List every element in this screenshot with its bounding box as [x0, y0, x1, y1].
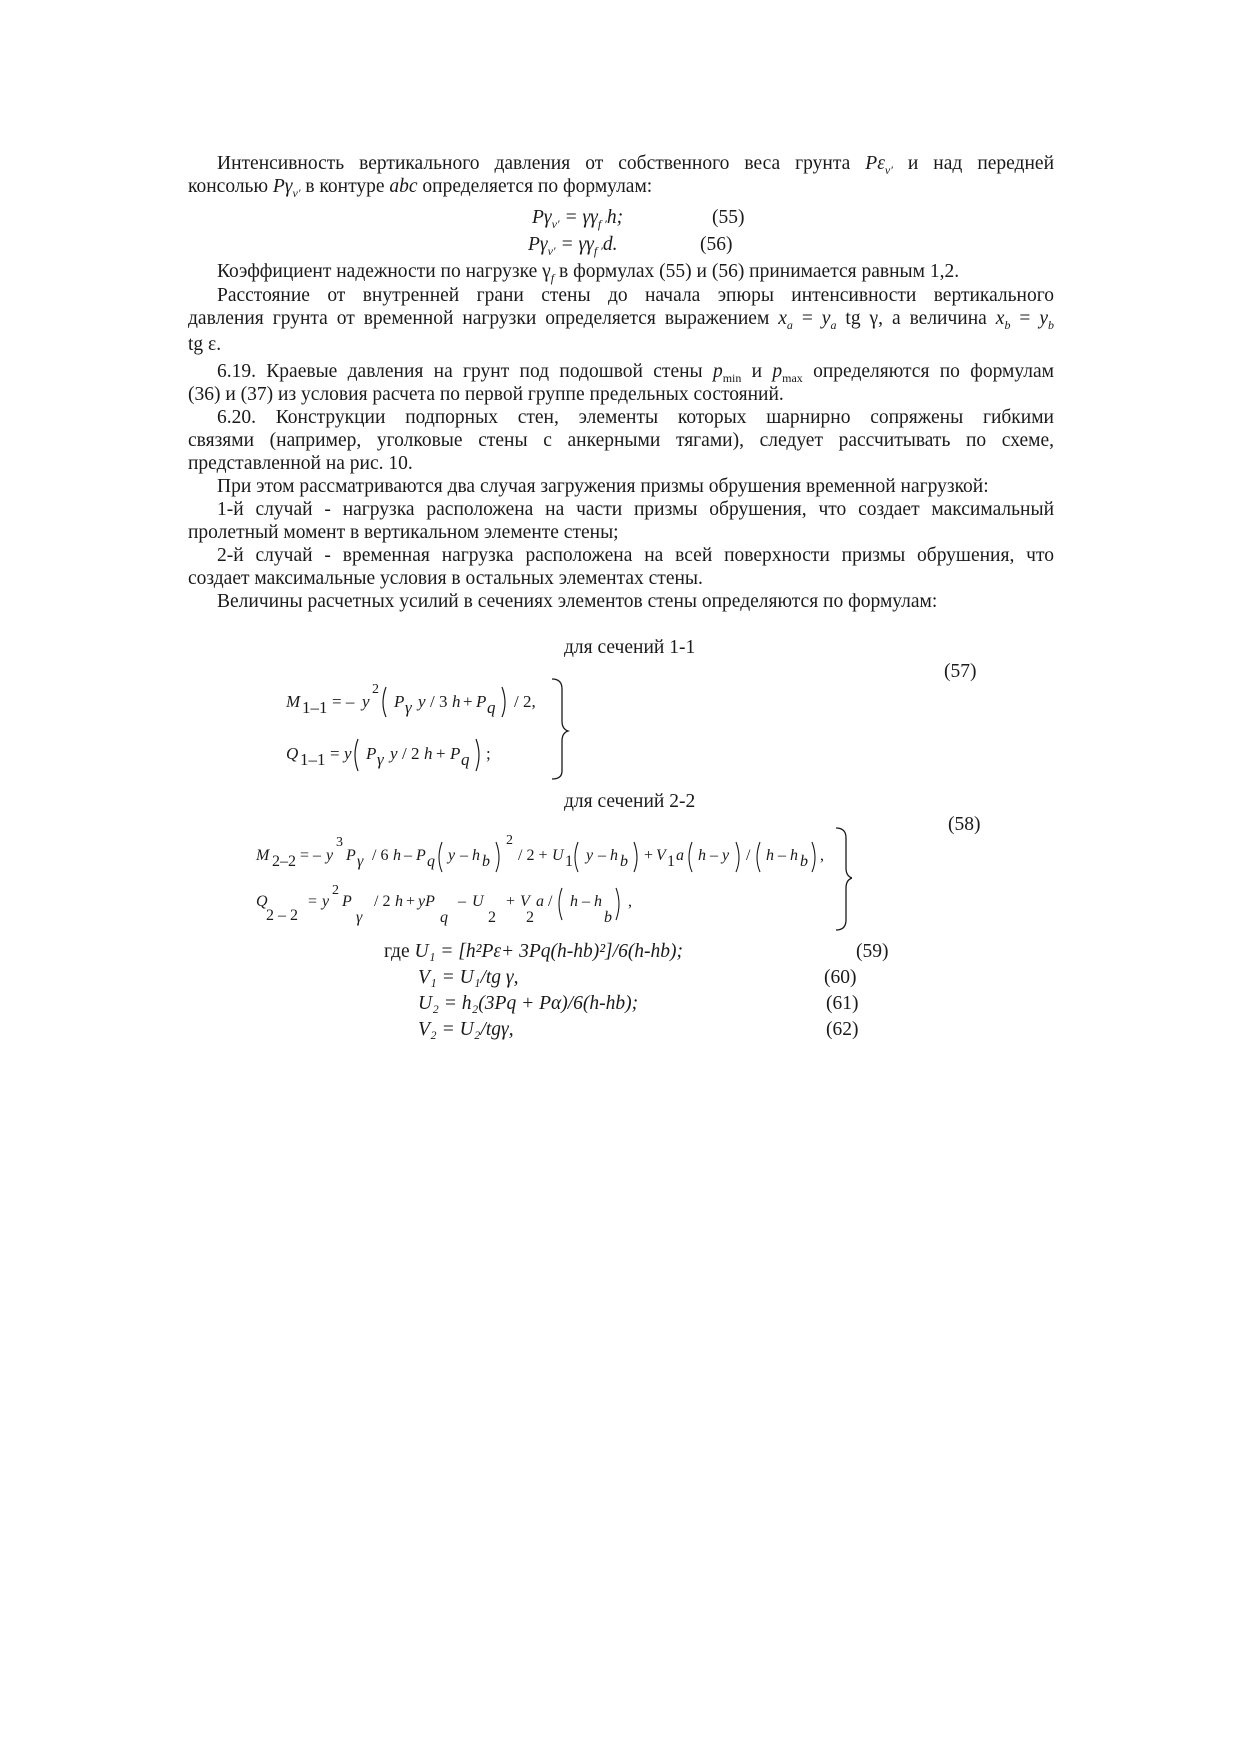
- text: Коэффициент надежности по нагрузке γ: [217, 261, 551, 282]
- section-1-1-label: для сечений 1-1: [564, 637, 696, 658]
- m22-eq: = –: [300, 847, 322, 864]
- q11-eq: =: [330, 744, 340, 763]
- m22-end: ,: [820, 847, 824, 864]
- formula-55-number: (55): [712, 207, 745, 228]
- subscript: f ′: [597, 216, 607, 231]
- m22-minus2: –: [460, 847, 468, 864]
- text: При этом рассматриваются два случая загружения призмы обрушения временной нагрузкой:: [217, 476, 989, 497]
- formula-56: [528, 233, 617, 256]
- m11-gamma: γ: [405, 698, 412, 717]
- m11-y: y: [362, 692, 370, 711]
- formula-57-number: (57): [944, 661, 977, 682]
- m22-p: P: [346, 847, 356, 864]
- line: создает максимальные условия в остальных элементах стены.: [188, 568, 703, 589]
- q11-gamma: γ: [377, 750, 384, 769]
- paren-right: [736, 842, 739, 872]
- symbol: Pγ: [532, 207, 552, 228]
- m11-p: P: [394, 692, 405, 711]
- m22-pq: P: [416, 847, 426, 864]
- q11-plus: +: [436, 744, 446, 763]
- subscript: a: [830, 317, 837, 332]
- q11-sub: 1–1: [300, 750, 326, 769]
- m11-text: M: [286, 692, 301, 711]
- text: определяются по формулам: [813, 361, 1054, 382]
- m11-sup: 2: [372, 682, 379, 697]
- subscript: v′: [551, 216, 560, 231]
- q22-a: a: [536, 893, 544, 910]
- formula-56-number: (56): [700, 234, 733, 255]
- text: Величины расчетных усилий в сечениях элементов стены определяются по формулам:: [217, 591, 938, 612]
- line: (36) и (37) из условия расчета по первой группе предельных состояний.: [188, 384, 784, 405]
- text: в формулах (55) и (56) принимается равным 1,2.: [558, 261, 960, 282]
- m11-div: / 3: [430, 692, 448, 711]
- line: [188, 475, 1054, 498]
- subscript: v′: [547, 243, 556, 258]
- m22-y3: y: [586, 847, 594, 864]
- subscript: max: [782, 370, 803, 385]
- m22-h5: h: [766, 847, 774, 864]
- q11-h: h: [424, 744, 433, 763]
- q22-h: h: [395, 893, 403, 910]
- q22-h2: h: [570, 893, 578, 910]
- subscript: f ′: [593, 243, 603, 258]
- formula-58-graphic: [252, 826, 852, 934]
- paren-right: [616, 888, 619, 920]
- line: [188, 590, 1054, 613]
- m22-sup: 3: [336, 835, 343, 850]
- text: =: [792, 308, 822, 329]
- m22-v1: 1: [667, 853, 675, 870]
- m22-q: q: [427, 853, 435, 870]
- q22-div2: /: [548, 893, 553, 910]
- text: 1-й случай - нагрузка расположена на части призмы обрушения, что создает максимальный: [217, 499, 1054, 520]
- symbol: p: [772, 361, 783, 382]
- symbol: y: [1039, 308, 1048, 329]
- line: [188, 152, 1054, 175]
- m22-minus3: –: [598, 847, 606, 864]
- m11-pq: P: [476, 692, 487, 711]
- m22-y: y: [326, 847, 334, 864]
- formula-57-graphic: [280, 675, 570, 785]
- q22-end: ,: [628, 893, 632, 910]
- m22-h3: h: [610, 847, 618, 864]
- m11-h: h: [452, 692, 461, 711]
- q22-p: P: [342, 893, 352, 910]
- paren-right: [476, 739, 479, 771]
- symbol: Pε: [865, 153, 885, 174]
- symbol: d.: [602, 234, 618, 255]
- paren-right: [496, 842, 499, 872]
- m22-h4: h: [698, 847, 706, 864]
- text: Расстояние от внутренней грани стены до начала эпюры интенсивности вертикального: [217, 285, 1054, 306]
- q22-eq: =: [308, 893, 318, 910]
- m11-sub: 1–1: [302, 698, 328, 717]
- m22-sup2: 2: [506, 833, 513, 848]
- paren-left: [757, 842, 760, 872]
- paragraph-constructions: [188, 406, 1054, 475]
- q11-div: / 2: [402, 744, 420, 763]
- m22-u1: 1: [565, 853, 573, 870]
- m11-q: q: [487, 698, 496, 717]
- line: [188, 498, 1054, 521]
- q22-u: U: [472, 893, 484, 910]
- q22-sub: 2 – 2: [266, 907, 298, 924]
- paragraph-distance: [188, 284, 1054, 356]
- m22-hb: h: [472, 847, 480, 864]
- q11-end: ;: [486, 744, 491, 763]
- q22-sup: 2: [332, 883, 339, 898]
- text: давления грунта от временной нагрузки определяется выражением: [188, 308, 770, 329]
- formula-55: [532, 206, 623, 229]
- text: Интенсивность вертикального давления от собственного веса грунта: [217, 153, 851, 174]
- m22-minus5: –: [778, 847, 786, 864]
- q22-minus2: –: [582, 893, 590, 910]
- subscript: b: [1048, 317, 1054, 332]
- curly-brace: [836, 828, 852, 930]
- subscript: min: [722, 370, 742, 385]
- formula-text: V₂ = U₂/tgγ,: [418, 1019, 514, 1040]
- formula-62-number: (62): [826, 1019, 859, 1040]
- paragraph-reliability: [188, 260, 1054, 283]
- m22-a: a: [676, 847, 684, 864]
- subscript: f: [550, 270, 555, 285]
- q22-b: b: [604, 909, 612, 926]
- subscript: a: [786, 317, 793, 332]
- m22-plus: +: [644, 847, 654, 864]
- q22-q: q: [440, 909, 448, 926]
- line: связями (например, уголковые стены с анкерными тягами), следует рассчитывать по схеме,: [188, 430, 1054, 451]
- q11-yh: y: [390, 744, 398, 763]
- symbol: p: [712, 361, 723, 382]
- formula-60-number: (60): [824, 967, 857, 988]
- text: где: [384, 941, 410, 962]
- symbol: h;: [606, 207, 624, 228]
- text: 6.19. Краевые давления на грунт под подошвой стены: [217, 361, 703, 382]
- paragraph-case-2: [188, 544, 1054, 590]
- subscript: v′: [292, 185, 301, 200]
- m22-div3: /: [746, 847, 751, 864]
- q22-u2: 2: [488, 909, 496, 926]
- q22-plus: +: [406, 893, 416, 910]
- symbol: y: [821, 308, 831, 329]
- q22-v: V: [520, 893, 530, 910]
- q11-p: P: [366, 744, 377, 763]
- line: [188, 544, 1054, 567]
- formula-text: V₁ = U₁/tg γ,: [418, 967, 519, 988]
- m22-minus4: –: [710, 847, 718, 864]
- paren-right: [502, 687, 505, 717]
- symbol: Pγ: [272, 176, 293, 197]
- m22-b: b: [482, 853, 490, 870]
- m22-h6: h: [790, 847, 798, 864]
- line: [188, 284, 1054, 307]
- line: [188, 406, 1054, 429]
- paren-left: [355, 739, 358, 771]
- formula-58-number: (58): [948, 814, 981, 835]
- line: [188, 360, 1054, 383]
- formula-60: [418, 966, 518, 989]
- paragraph-edge-pressure: [188, 360, 1054, 406]
- q22-y: y: [322, 893, 330, 910]
- m22-div: / 6: [372, 847, 389, 864]
- curly-brace: [552, 679, 568, 779]
- paren-left: [575, 842, 578, 872]
- symbol: x: [778, 308, 787, 329]
- text: и: [751, 361, 763, 382]
- paren-left: [689, 842, 692, 872]
- paragraph-forces: [188, 590, 1054, 613]
- q22-div: / 2: [374, 893, 391, 910]
- text: tg γ, а величина: [836, 308, 996, 329]
- q22-minus: –: [458, 893, 466, 910]
- text: 2-й случай - временная нагрузка расположена на всей поверхности призмы обрушения, что: [217, 545, 1054, 566]
- paren-right: [812, 842, 815, 872]
- m22-yy: y: [448, 847, 456, 864]
- q22-text: Q: [256, 893, 268, 910]
- m22-h: h: [393, 847, 401, 864]
- q11-pq: P: [450, 744, 461, 763]
- q22-gamma: γ: [356, 909, 363, 926]
- q11-y: y: [344, 744, 352, 763]
- formula-text: U₂ = h₂(3Pq + Pα)/6(h-hb);: [418, 993, 639, 1014]
- symbol: = γγ: [559, 207, 598, 228]
- m22-b3: b: [620, 853, 628, 870]
- paren-left: [383, 687, 386, 717]
- formula-text: U₁ = [h²Pε+ 3Pq(h-hb)²]/6(h-hb);: [414, 941, 684, 962]
- m22-minus: –: [404, 847, 412, 864]
- paragraph-two-cases: [188, 475, 1054, 498]
- line: [188, 175, 1054, 198]
- subscript: b: [1004, 317, 1011, 332]
- m22-div2: / 2 +: [518, 847, 548, 864]
- q11-text: Q: [286, 744, 299, 763]
- symbol: x: [995, 308, 1005, 329]
- m22-sub: 2–2: [272, 853, 296, 870]
- text: в контуре: [305, 176, 385, 197]
- line: tg ε.: [188, 334, 222, 355]
- paren-left: [439, 842, 442, 872]
- formula-59: [384, 940, 683, 963]
- m11-plus: +: [463, 692, 473, 711]
- text: и над передней: [907, 153, 1055, 174]
- formula-59-number: (59): [856, 941, 889, 962]
- formula-62: [418, 1018, 514, 1041]
- symbol: = γγ: [555, 234, 594, 255]
- m22-u: U: [552, 847, 564, 864]
- paragraph-intensity: [188, 152, 1054, 198]
- text: определяется по формулам:: [422, 176, 653, 197]
- q22-yp: yP: [418, 893, 435, 910]
- m22-b6: b: [800, 853, 808, 870]
- m22-gamma: γ: [357, 853, 364, 870]
- formula-61-number: (61): [826, 993, 859, 1014]
- m11-yh: y: [418, 692, 426, 711]
- q22-h3: h: [594, 893, 602, 910]
- symbol: Pγ: [528, 234, 548, 255]
- m22-y4: y: [722, 847, 730, 864]
- m11-eq: = –: [332, 692, 355, 711]
- line: пролетный момент в вертикальном элементе стены;: [188, 522, 619, 543]
- section-2-2-label: для сечений 2-2: [564, 791, 696, 812]
- subscript: v′: [884, 162, 893, 177]
- q11-q: q: [461, 750, 470, 769]
- q22-v2: 2: [526, 909, 534, 926]
- line: [188, 260, 1054, 283]
- text: =: [1010, 308, 1040, 329]
- m22-v: V: [656, 847, 666, 864]
- line: [188, 307, 1054, 330]
- q22-plus2: +: [506, 893, 516, 910]
- m11-end: / 2,: [514, 692, 536, 711]
- text: 6.20. Конструкции подпорных стен, элементы которых шарнирно сопряжены гибкими: [217, 407, 1054, 428]
- paren-left: [559, 888, 562, 920]
- paragraph-case-1: [188, 498, 1054, 544]
- formula-61: [418, 992, 638, 1015]
- symbol: abc: [389, 176, 418, 197]
- paren-right: [634, 842, 637, 872]
- m22-text: M: [256, 847, 270, 864]
- text: консолью: [188, 176, 269, 197]
- line: представленной на рис. 10.: [188, 453, 413, 474]
